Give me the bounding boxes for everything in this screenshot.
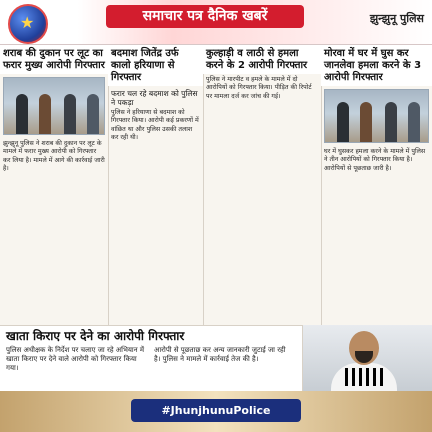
header (0, 0, 432, 45)
article-body: पुलिस ने हरियाणा से बदमाश को गिरफ्तार किया। आरोपी कई प्रकरणों में वांछित था और पुलिस उसकी तलाश कर रही थी। (111, 109, 199, 142)
article-body: घर में घुसकर हमला करने के मामले में पुलिस ने तीन आरोपियों को गिरफ्तार किया है। आरोपियों से पूछताछ जारी है। (324, 148, 426, 172)
person-figure (360, 102, 372, 142)
bottom-article (0, 325, 302, 392)
person-figure (64, 94, 76, 134)
article-col-4 (321, 45, 432, 325)
bottom-body-right: आरोपी से पूछताछ कर अन्य जानकारी जुटाई जा रही है। पुलिस ने मामले में कार्रवाई तेज की है। (154, 346, 286, 363)
article-col-3 (203, 45, 322, 325)
newspaper-page (0, 45, 432, 391)
article-headline: बदमाश जितेंद्र उर्फ कालो हरियाणा से गिरफ्तार (108, 45, 203, 86)
article-subhead: फरार चल रहे बदमाश को पुलिस ने पकड़ा (111, 89, 198, 107)
person-figure (408, 102, 420, 142)
article-photo (324, 89, 429, 143)
person-figure (87, 94, 99, 134)
article-body: पुलिस ने मारपीट व हमले के मामले में दो आरोपियों को गिरफ्तार किया। पीड़ित की रिपोर्ट पर मामला दर्ज कर जांच की गई। (206, 76, 312, 100)
bottom-headline: खाता किराए पर देने का आरोपी गिरफ्तार (6, 329, 185, 343)
article-headline: मोरवा में घर में घुस कर जानलेवा हमला करने के 3 आरोपी गिरफ्तार (321, 45, 432, 86)
bottom-body (0, 346, 302, 373)
star-icon: ★ (20, 13, 35, 32)
person-figure (337, 102, 349, 142)
page-banner: समाचार पत्र दैनिक खबरें (106, 5, 304, 28)
article-headline: शराब की दुकान पर लूट का फरार मुख्य आरोपी गिरफ्तार (0, 45, 108, 74)
bottom-body-left: पुलिस अधीक्षक के निर्देश पर चलाए जा रहे अभियान में खाता किराए पर देने वाले आरोपी को गिरफ्तार किया गया। (6, 346, 145, 372)
shirt-stripes (345, 368, 383, 386)
person-figure (385, 102, 397, 142)
accused-portrait (302, 325, 432, 391)
person-figure (16, 94, 28, 134)
footer-hashtag: #JhunjhunuPolice (131, 399, 301, 422)
article-col-1 (0, 45, 109, 325)
district-label: झुन्झुनू पुलिस (369, 12, 424, 25)
article-headline: कुल्हाड़ी व लाठी से हमला करने के 2 आरोपी गिरफ्तार (203, 45, 321, 74)
article-body: झुन्झुनू पुलिस ने शराब की दुकान पर लूट के मामले में फरार मुख्य आरोपी को गिरफ्तार कर लिया है। मामले में आगे की कार्रवाई जारी है। (3, 140, 105, 173)
article-photo (3, 77, 105, 135)
police-logo (8, 4, 48, 44)
person-figure (39, 94, 51, 134)
article-col-2 (108, 45, 204, 325)
